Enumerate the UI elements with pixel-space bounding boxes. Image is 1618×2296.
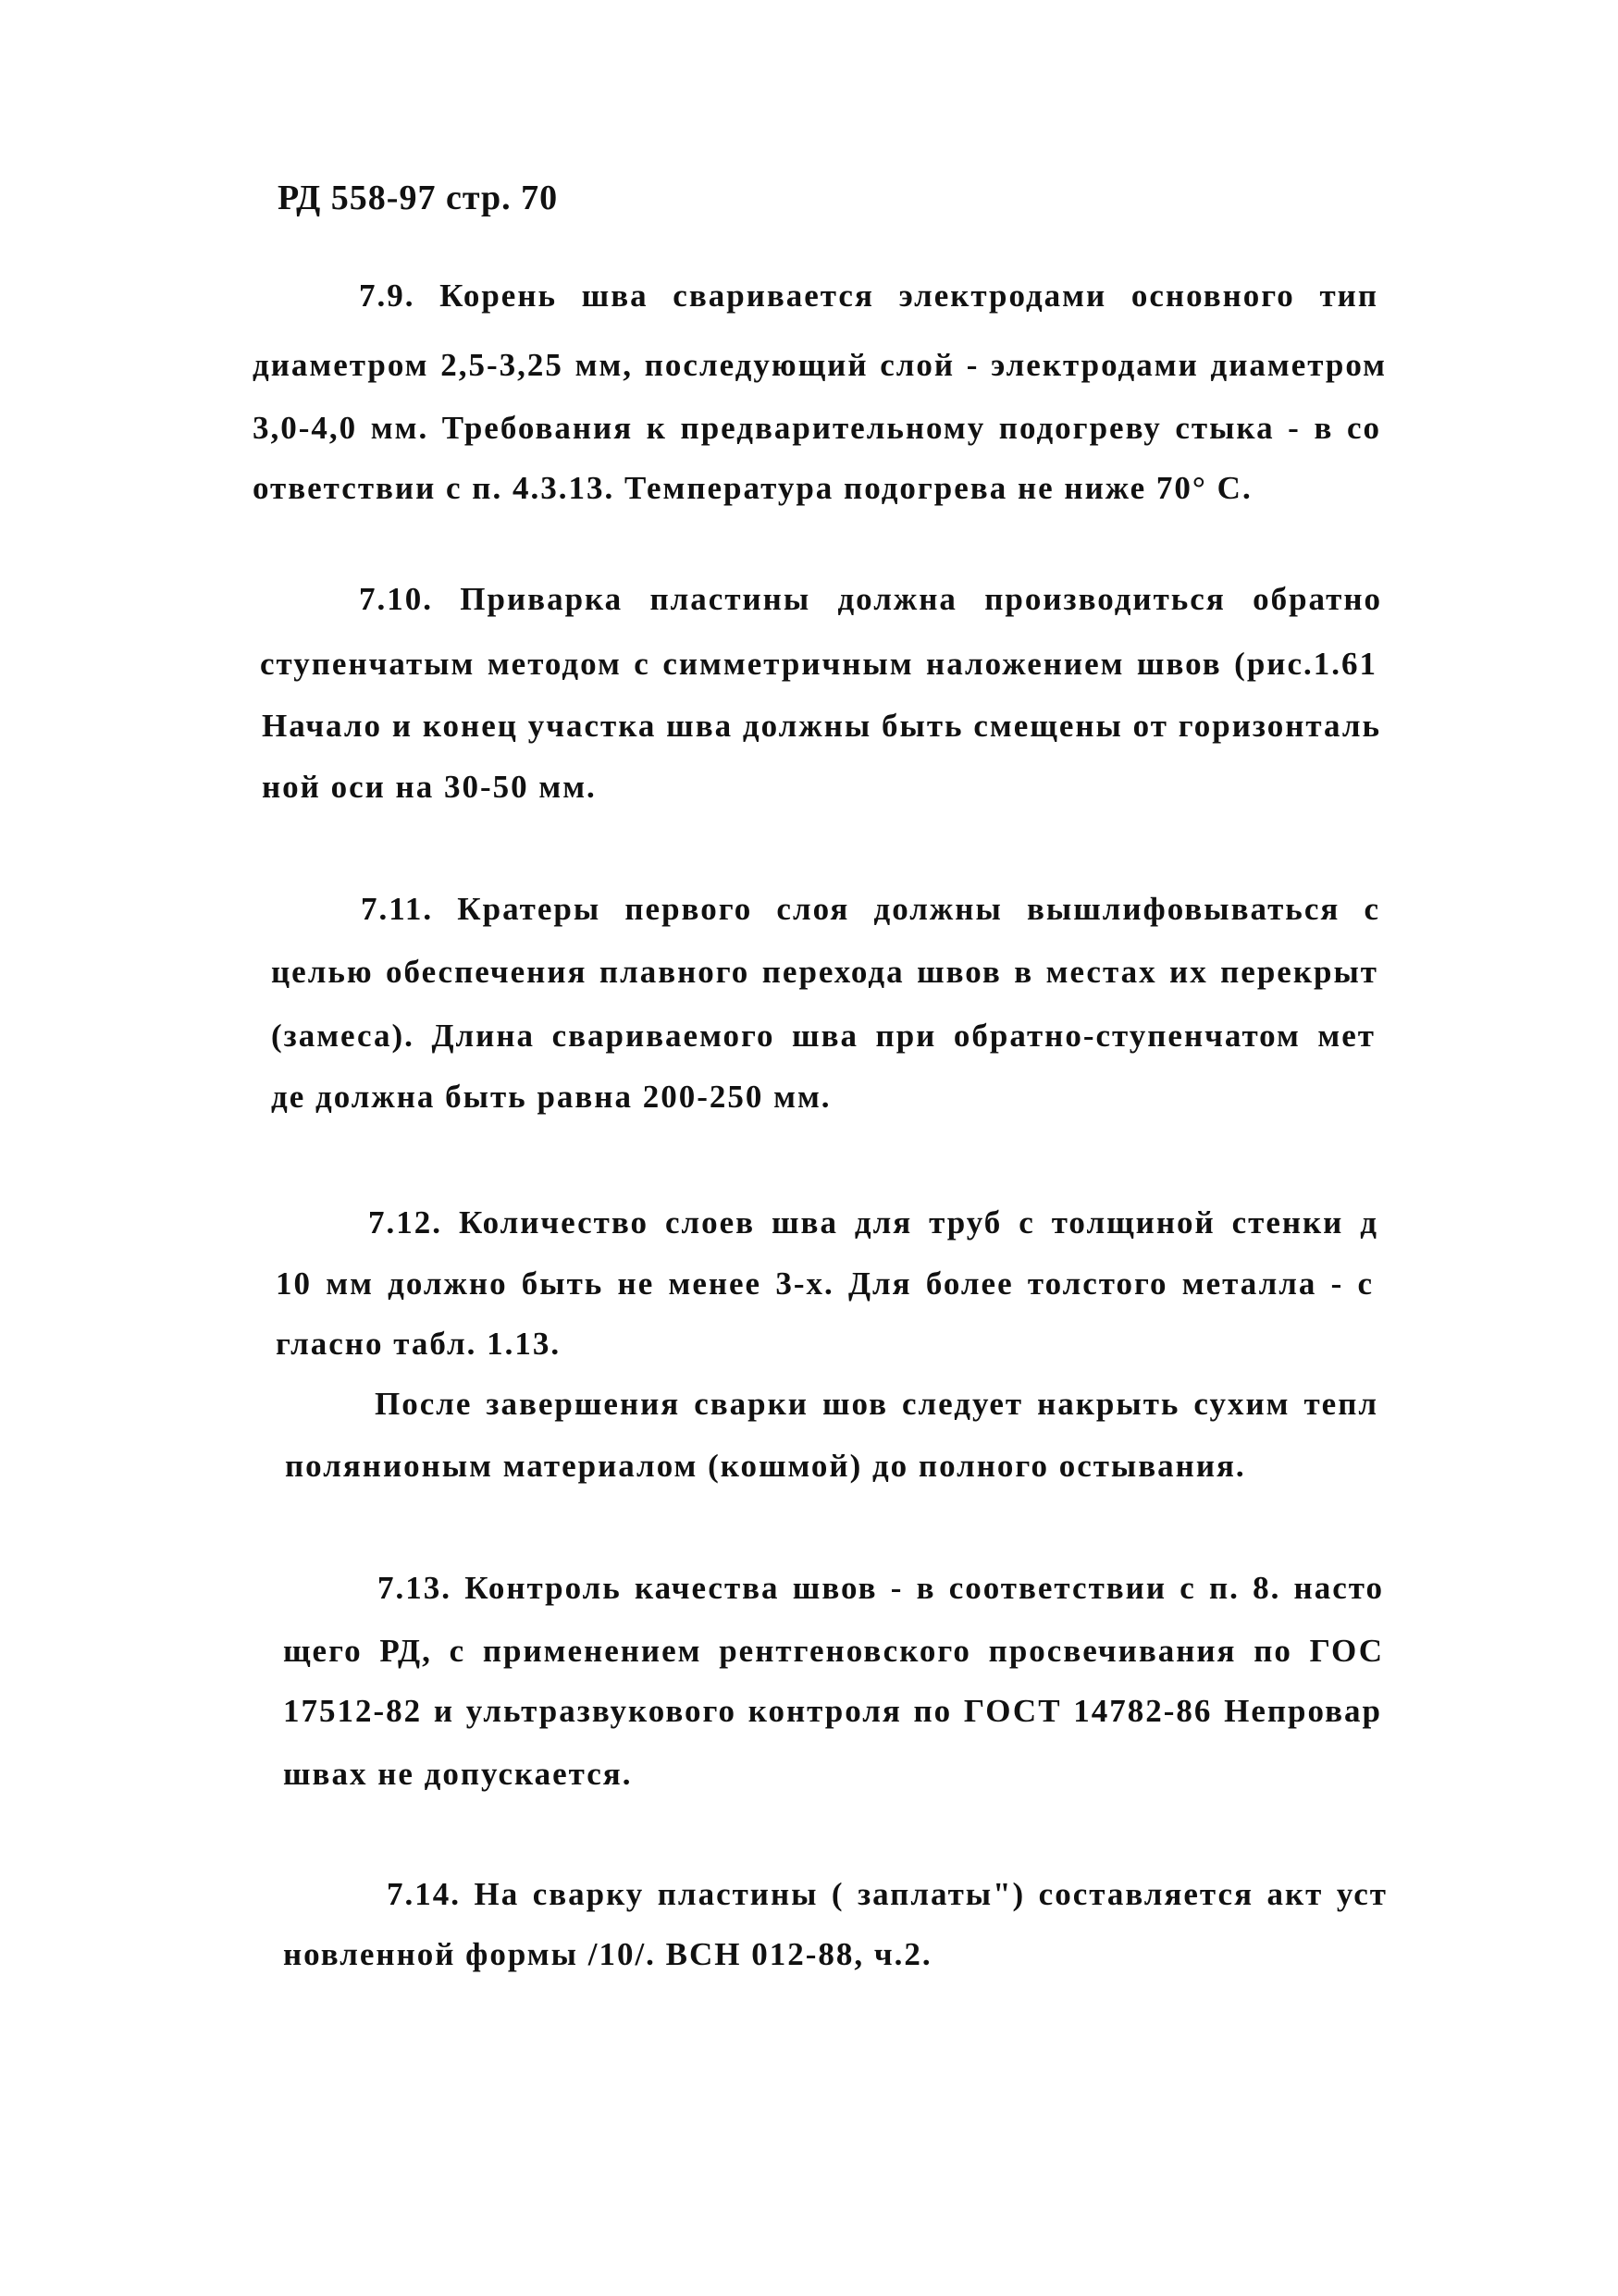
paragraph-7-13-line-3: 17512-82 и ультразвукового контроля по ГОСТ 14782-86 Непровар <box>283 1693 1382 1729</box>
paragraph-7-10-line-3: Начало и конец участка шва должны быть смещены от горизонталь <box>262 708 1381 744</box>
paragraph-7-12-line-4: После завершения сварки шов следует накрыть сухим тепл <box>375 1386 1378 1422</box>
paragraph-7-14-line-2: новленной формы /10/. ВСН 012-88, ч.2. <box>283 1936 933 1972</box>
paragraph-7-13-line-2: щего РД, с применением рентгеновского просвечивания по ГОС <box>283 1633 1384 1669</box>
paragraph-7-13-line-4: шваx не допускается. <box>283 1756 633 1792</box>
paragraph-7-10-line-2: ступенчатым методом с симметричным наложением швов (рис.1.61 <box>260 646 1377 682</box>
paragraph-7-14-line-1: 7.14. На сварку пластины ( заплаты") составляется акт уст <box>387 1876 1388 1912</box>
paragraph-7-11-line-1: 7.11. Кратеры первого слоя должны вышлифовываться с <box>361 891 1380 927</box>
paragraph-7-13-line-1: 7.13. Контроль качества швов - в соответствии с п. 8. насто <box>377 1570 1384 1606</box>
paragraph-7-9-line-2: диаметром 2,5-3,25 мм, последующий слой - электродами диаметром <box>253 347 1387 383</box>
paragraph-7-12-line-3: гласно табл. 1.13. <box>276 1326 562 1362</box>
paragraph-7-9-line-4: ответствии с п. 4.3.13. Температура подогрева не ниже 70° С. <box>253 470 1253 506</box>
page-header: РД 558-97 стр. 70 <box>278 179 559 217</box>
paragraph-7-9-line-1: 7.9. Корень шва сваривается электродами основного тип <box>359 278 1378 314</box>
paragraph-7-10-line-4: ной оси на 30-50 мм. <box>262 769 597 805</box>
paragraph-7-12-line-1: 7.12. Количество слоев шва для труб с толщиной стенки д <box>368 1204 1378 1241</box>
paragraph-7-11-line-3: (замеса). Длина свариваемого шва при обратно-ступенчатом мет <box>271 1018 1376 1054</box>
paragraph-7-10-line-1: 7.10. Приварка пластины должна производиться обратно <box>359 581 1382 617</box>
paragraph-7-9-line-3: 3,0-4,0 мм. Требования к предварительному подогреву стыка - в со <box>253 410 1381 446</box>
paragraph-7-11-line-2: целью обеспечения плавного перехода швов в местах их перекрыт <box>271 954 1378 990</box>
paragraph-7-11-line-4: де должна быть равна 200-250 мм. <box>271 1079 832 1115</box>
paragraph-7-12-line-5: полянионым материалом (кошмой) до полного остывания. <box>285 1448 1246 1484</box>
paragraph-7-12-line-2: 10 мм должно быть не менее 3-х. Для более толстого металла - с <box>276 1265 1374 1302</box>
